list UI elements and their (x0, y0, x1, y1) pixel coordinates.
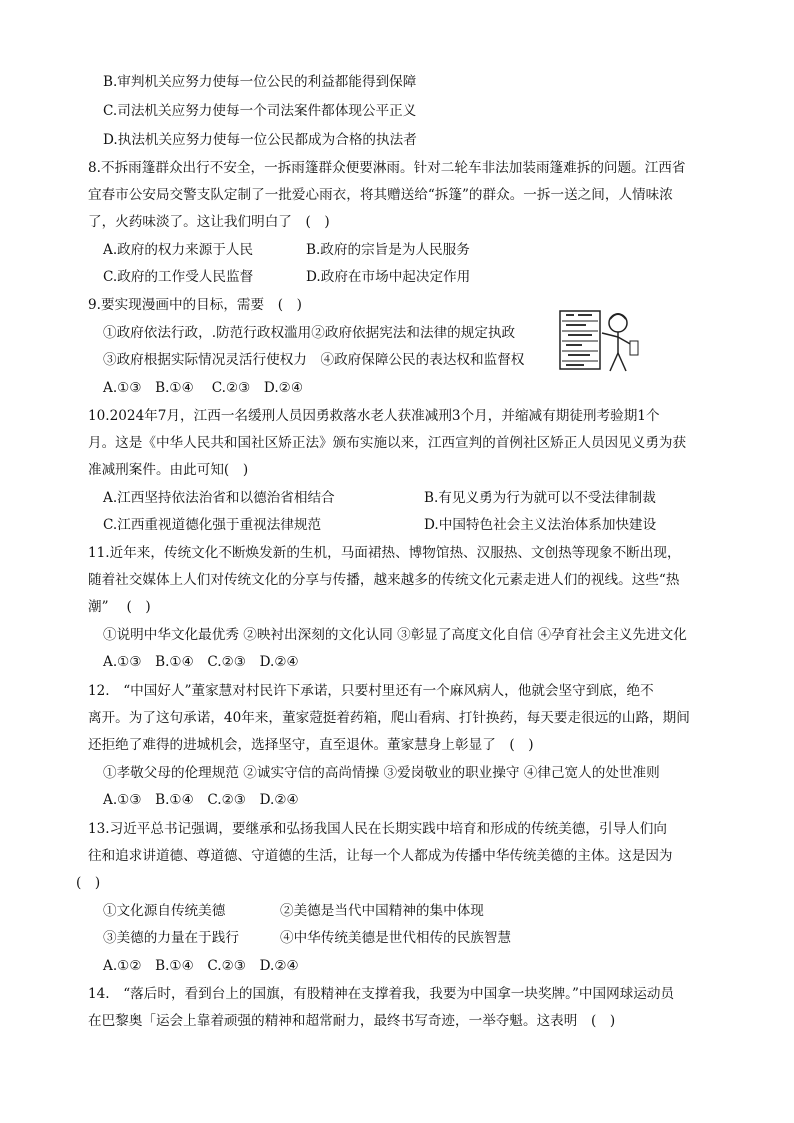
cartoon-image (556, 305, 642, 377)
option-8d-prev: D.执法机关应努力使每一位公民都成为合格的执法者 (103, 132, 417, 148)
question-10-line-1: 10.2024年7月，江西一名缓刑人员因勇救落水老人获准减刑3个月，并缩减有期徒刑考验期1个 (88, 408, 660, 424)
question-12-line-3: 还拒绝了难得的进城机会，选择坚守，直至退休。董家慧身上彰显了 ( ) (88, 737, 534, 753)
question-8-line-2: 宜春市公安局交警支队定制了一批爱心雨衣，将其赠送给“拆篷”的群众。一拆一送之间，人情味浓 (88, 187, 673, 203)
option-8c-prev: C.司法机关应努力使每一个司法案件都体现公平正义 (103, 103, 417, 119)
question-13-answers: A.①② B.①④ C.②③ D.②④ (103, 958, 299, 974)
question-12-items: ①孝敬父母的伦理规范 ②诚实守信的高尚情操 ③爱岗敬业的职业操守 ④律己宽人的处世准则 (103, 765, 660, 781)
question-12-line-2: 离开。为了这句承诺，40年来，董家蒄挺着药箱，爬山看病、打针换药，每天要走很远的山路，期间 (88, 710, 690, 726)
option-a: A.政府的权力来源于人民 (103, 242, 254, 258)
question-13-line-3: ( ) (76, 875, 101, 891)
question-11-line-1: 11.近年来，传统文化不断焕发新的生机，马面裙热、博物馆热、汉服热、文创热等现象不断出现， (88, 545, 681, 561)
question-13-item-2: ②美德是当代中国精神的集中体现 (280, 903, 484, 919)
option-c: C.政府的工作受人民监督 (103, 269, 254, 285)
question-8-line-3: 了，火药味淡了。这让我们明白了 ( ) (88, 214, 330, 230)
question-12-line-1: 12. “中国好人”董家慧对村民许下承诺，只要村里还有一个麻风病人，他就会坚守到底，绝不 (88, 683, 654, 699)
option-d: D.中国特色社会主义法治体系加快建设 (424, 517, 657, 533)
question-9-answers: A.①③ B.①④ C.②③ D.②④ (103, 380, 304, 396)
question-11-line-3: 潮” ( ) (88, 599, 151, 615)
option-a: A.江西坚持依法治省和以德治省相结合 (103, 490, 335, 506)
question-13-line-1: 13.习近平总书记强调，要继承和弘扬我国人民在长期实践中培育和形成的传统美德，引导人们向 (88, 821, 667, 837)
option-b: B.有见义勇为行为就可以不受法律制裁 (424, 490, 656, 506)
question-13-item-3: ③美德的力量在于践行 (103, 930, 239, 946)
question-10-line-3: 准减刑案件。由此可知( ) (88, 462, 249, 478)
question-13-item-1: ①文化源自传统美德 (103, 903, 226, 919)
question-13-item-4: ④中华传统美德是世代相传的民族智慧 (280, 930, 512, 946)
question-11-answers: A.①③ B.①④ C.②③ D.②④ (103, 654, 299, 670)
question-8-line-1: 8.不拆雨篷群众出行不安全，一拆雨篷群众便要淋雨。针对二轮车非法加装雨篷难拆的问题。江西省 (88, 160, 686, 176)
option-c: C.江西重视道德化强于重视法律规范 (103, 517, 322, 533)
question-9-items-1: ①政府依法行政，.防范行政权滥用②政府依据宪法和法律的规定执政 (103, 325, 516, 341)
question-9-stem: 9.要实现漫画中的目标，需要 ( ) (88, 297, 302, 313)
question-11-line-2: 随着社交媒体上人们对传统文化的分享与传播，越来越多的传统文化元素走进人们的视线。这些“热 (88, 572, 680, 588)
option-8b-prev: B.审判机关应努力使每一位公民的利益都能得到保障 (103, 74, 417, 90)
question-9-items-2: ③政府根据实际情况灵活行使权力 ④政府保障公民的表达权和监督权 (103, 352, 525, 368)
question-14-line-1: 14. “落后时，看到台上的国旗，有股精神在支撑着我，我要为中国拿一块奖牌。”中国网球运动员 (88, 986, 675, 1002)
question-10-line-2: 月。这是《中华人民共和国社区矫正法》颁布实施以来，江西宣判的首例社区矫正人员因见义勇为获 (88, 435, 687, 451)
question-12-answers: A.①③ B.①④ C.②③ D.②④ (103, 792, 299, 808)
question-14-line-2: 在巴黎奥「运会上靠着顽强的精神和超常耐力，最终书写奇迹，一举夺魁。这表明 ( ) (88, 1013, 616, 1029)
question-13-line-2: 往和追求讲道德、尊道德、守道德的生活，让每一个人都成为传播中华传统美德的主体。这是因为 (88, 848, 673, 864)
question-11-items: ①说明中华文化最优秀 ②映衬出深刻的文化认同 ③彰显了高度文化自信 ④孕育社会主义先进文化 (103, 627, 687, 643)
option-b: B.政府的宗旨是为人民服务 (306, 242, 470, 258)
option-d: D.政府在市场中起决定作用 (306, 269, 471, 285)
